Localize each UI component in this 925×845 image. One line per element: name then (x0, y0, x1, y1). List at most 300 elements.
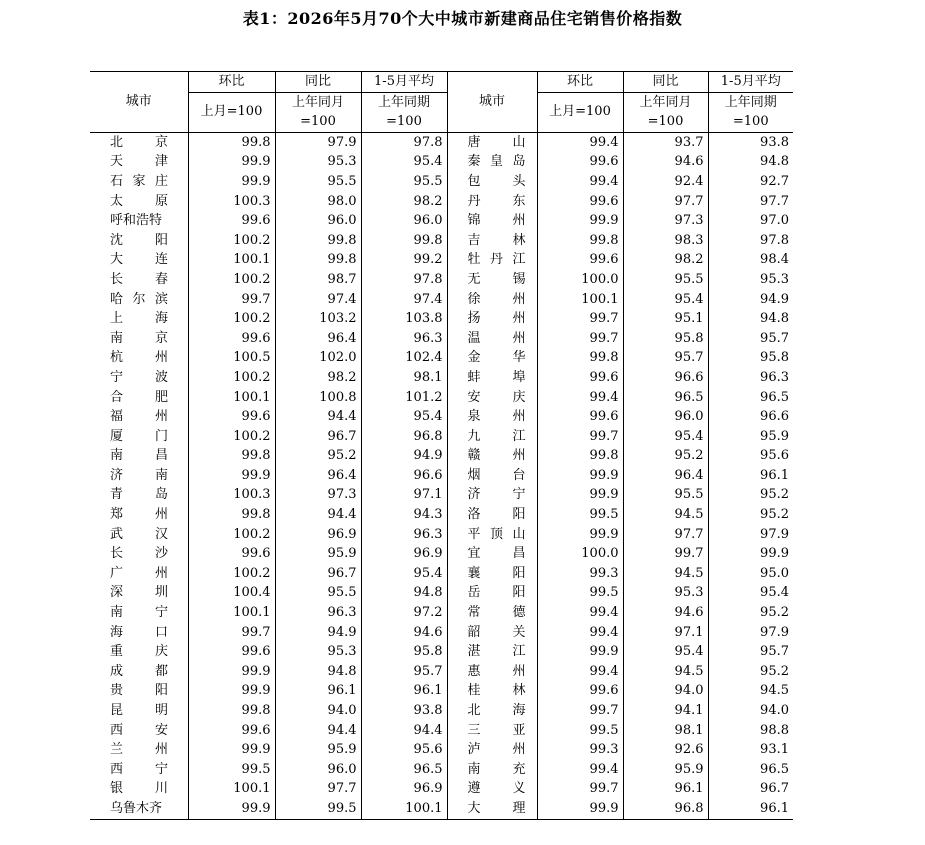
yoy-value-right: 96.1 (623, 779, 708, 799)
yoy-value-left: 103.2 (275, 309, 361, 329)
yoy-value-right: 97.7 (623, 192, 708, 212)
city-char: 州 (512, 409, 526, 425)
city-name-left (90, 309, 188, 329)
avg-value-right: 95.7 (708, 642, 793, 662)
city-char: 岛 (512, 154, 526, 170)
city-label (468, 446, 526, 466)
city-name-right (447, 329, 537, 349)
table-row (90, 721, 793, 741)
city-label (468, 407, 526, 427)
city-name-right (447, 368, 537, 388)
city-name-left (90, 231, 188, 251)
avg-value-left: 97.8 (361, 270, 447, 290)
price-index-table (90, 71, 793, 820)
avg-value-left: 95.7 (361, 662, 447, 682)
avg-value-left: 94.4 (361, 721, 447, 741)
header-city-right: 城市 (447, 72, 537, 133)
city-char: 锦 (467, 213, 481, 229)
city-label (468, 740, 526, 760)
yoy-value-left: 94.9 (275, 623, 361, 643)
mom-value-left: 100.2 (188, 309, 275, 329)
yoy-value-left: 97.3 (275, 485, 361, 505)
city-char: 州 (154, 409, 168, 425)
city-char: 庆 (512, 389, 526, 405)
city-label (110, 192, 168, 212)
city-char: 山 (512, 134, 526, 150)
city-label (468, 427, 526, 447)
yoy-value-right: 96.6 (623, 368, 708, 388)
table-row (90, 290, 793, 310)
city-char: 泸 (467, 742, 481, 758)
city-char: 庄 (154, 173, 168, 189)
avg-value-right: 95.3 (708, 270, 793, 290)
city-label (468, 525, 526, 545)
city-char: 海 (512, 703, 526, 718)
yoy-value-right: 95.4 (623, 290, 708, 310)
city-char: 滨 (154, 291, 168, 307)
city-char: 头 (512, 173, 526, 189)
city-label (468, 309, 526, 329)
city-name-left (90, 485, 188, 505)
city-name-left (90, 446, 188, 466)
mom-value-left: 100.1 (188, 250, 275, 270)
yoy-value-left: 96.1 (275, 681, 361, 701)
city-label (468, 701, 526, 721)
yoy-value-left: 96.7 (275, 564, 361, 584)
avg-value-left: 95.4 (361, 564, 447, 584)
header-yoy-base-line2: =100 (647, 114, 684, 130)
city-char: 上 (110, 311, 124, 327)
city-char: 津 (154, 154, 168, 170)
city-name-left (90, 740, 188, 760)
city-label (110, 701, 168, 721)
city-name-right (447, 152, 537, 172)
avg-value-left: 95.4 (361, 407, 447, 427)
city-char: 济 (110, 467, 124, 483)
city-char: 福 (110, 409, 124, 425)
city-char: 沈 (110, 232, 124, 248)
yoy-value-left: 95.3 (275, 642, 361, 662)
city-char: 州 (512, 291, 526, 307)
city-label (110, 544, 168, 564)
city-label (110, 583, 168, 603)
city-char: 华 (512, 350, 526, 366)
city-char: 郑 (110, 507, 124, 523)
header-yoy-right: 同比 (623, 72, 708, 93)
city-name-left (90, 172, 188, 192)
header-yoy-base-left (275, 92, 361, 132)
city-char: 埠 (512, 369, 526, 385)
city-char: 阳 (512, 565, 526, 581)
avg-value-left: 99.2 (361, 250, 447, 270)
city-char: 州 (512, 663, 526, 679)
mom-value-left: 99.8 (188, 132, 275, 152)
table-row (90, 485, 793, 505)
city-name-right (447, 250, 537, 270)
city-name-left (90, 152, 188, 172)
mom-value-right: 99.9 (537, 642, 623, 662)
mom-value-right: 99.7 (537, 329, 623, 349)
table-row (90, 799, 793, 819)
city-label (110, 662, 168, 682)
yoy-value-right: 96.4 (623, 466, 708, 486)
city-char: 西 (110, 761, 124, 777)
city-char: 南 (110, 330, 124, 346)
table-row (90, 132, 793, 152)
yoy-value-left: 95.3 (275, 152, 361, 172)
mom-value-right: 100.1 (537, 290, 623, 310)
city-label (110, 681, 168, 701)
city-name-right (447, 721, 537, 741)
mom-value-left: 100.2 (188, 231, 275, 251)
city-name-left (90, 329, 188, 349)
city-label (110, 564, 168, 584)
city-char: 重 (110, 644, 124, 660)
city-name-right (447, 583, 537, 603)
avg-value-left: 97.1 (361, 485, 447, 505)
yoy-value-right: 99.7 (623, 544, 708, 564)
yoy-value-right: 96.8 (623, 799, 708, 819)
header-mom-base-right: 上月=100 (537, 92, 623, 132)
avg-value-right: 94.8 (708, 152, 793, 172)
avg-value-right: 95.2 (708, 485, 793, 505)
mom-value-left: 99.8 (188, 701, 275, 721)
city-char: 江 (512, 428, 526, 444)
yoy-value-right: 95.2 (623, 446, 708, 466)
avg-value-left: 97.4 (361, 290, 447, 310)
table-body (90, 132, 793, 819)
city-label (468, 603, 526, 623)
city-char: 江 (512, 252, 526, 268)
city-char: 阳 (512, 507, 526, 523)
avg-value-left: 96.5 (361, 760, 447, 780)
header-avg-base-line1: 上年同期 (377, 94, 430, 110)
header-mom-base-left: 上月=100 (188, 92, 275, 132)
city-label (468, 368, 526, 388)
avg-value-right: 96.6 (708, 407, 793, 427)
city-char: 州 (154, 565, 168, 581)
city-label (110, 407, 168, 427)
yoy-value-left: 95.5 (275, 583, 361, 603)
city-char: 家 (132, 173, 146, 189)
city-char: 杭 (110, 350, 124, 366)
city-char: 东 (512, 193, 526, 209)
city-name-right (447, 427, 537, 447)
city-label (110, 348, 168, 368)
yoy-value-left: 102.0 (275, 348, 361, 368)
city-char: 烟 (467, 467, 481, 483)
city-name-right (447, 290, 537, 310)
city-label (468, 172, 526, 192)
avg-value-left: 97.2 (361, 603, 447, 623)
yoy-value-right: 96.5 (623, 388, 708, 408)
city-label (468, 505, 526, 525)
city-char: 阳 (154, 683, 168, 699)
avg-value-right: 94.9 (708, 290, 793, 310)
city-char: 口 (154, 624, 168, 640)
avg-value-left: 96.6 (361, 466, 447, 486)
table-row (90, 270, 793, 290)
avg-value-left: 101.2 (361, 388, 447, 408)
city-char: 金 (467, 350, 481, 366)
city-char: 大 (110, 252, 124, 268)
mom-value-left: 99.9 (188, 681, 275, 701)
avg-value-right: 97.8 (708, 231, 793, 251)
header-yoy-base-line1: 上年同月 (291, 94, 344, 110)
table-row (90, 250, 793, 270)
table-row (90, 192, 793, 212)
avg-value-right: 96.1 (708, 466, 793, 486)
mom-value-right: 99.6 (537, 368, 623, 388)
mom-value-left: 99.6 (188, 329, 275, 349)
city-char: 成 (110, 663, 124, 679)
mom-value-left: 99.8 (188, 505, 275, 525)
city-char: 天 (110, 154, 124, 170)
city-label (468, 623, 526, 643)
city-char: 台 (512, 467, 526, 483)
yoy-value-left: 96.0 (275, 211, 361, 231)
city-char: 湛 (467, 644, 481, 660)
city-char: 尔 (132, 291, 146, 307)
table-row (90, 740, 793, 760)
avg-value-right: 94.0 (708, 701, 793, 721)
city-label (110, 740, 168, 760)
yoy-value-left: 96.3 (275, 603, 361, 623)
mom-value-left: 100.1 (188, 388, 275, 408)
yoy-value-right: 95.5 (623, 270, 708, 290)
mom-value-right: 99.9 (537, 466, 623, 486)
city-char: 充 (512, 761, 526, 777)
avg-value-right: 99.9 (708, 544, 793, 564)
city-char: 广 (110, 565, 124, 581)
avg-value-right: 96.1 (708, 799, 793, 819)
city-char: 赣 (467, 448, 481, 464)
yoy-value-left: 97.7 (275, 779, 361, 799)
city-char: 济 (467, 487, 481, 503)
avg-value-right: 95.2 (708, 603, 793, 623)
city-char: 关 (512, 624, 526, 640)
avg-value-left: 96.3 (361, 525, 447, 545)
mom-value-left: 99.9 (188, 740, 275, 760)
yoy-value-right: 94.6 (623, 603, 708, 623)
table-row (90, 681, 793, 701)
mom-value-right: 99.6 (537, 152, 623, 172)
city-name-left (90, 525, 188, 545)
city-char: 合 (110, 389, 124, 405)
avg-value-left: 102.4 (361, 348, 447, 368)
city-name-right (447, 564, 537, 584)
city-label (468, 779, 526, 799)
city-name-right (447, 407, 537, 427)
mom-value-right: 99.5 (537, 583, 623, 603)
city-name-left (90, 642, 188, 662)
header-avg-base-line1: 上年同期 (724, 94, 777, 110)
city-char: 九 (467, 428, 481, 444)
yoy-value-right: 97.3 (623, 211, 708, 231)
mom-value-right: 100.0 (537, 544, 623, 564)
yoy-value-right: 94.1 (623, 701, 708, 721)
city-label (110, 152, 168, 172)
yoy-value-left: 95.9 (275, 544, 361, 564)
city-label (468, 133, 526, 153)
city-label (468, 642, 526, 662)
city-char: 汉 (154, 526, 168, 542)
table-row (90, 544, 793, 564)
city-name-left (90, 662, 188, 682)
city-char: 顶 (489, 526, 503, 542)
mom-value-right: 99.3 (537, 740, 623, 760)
city-char: 吉 (467, 232, 481, 248)
mom-value-right: 99.5 (537, 505, 623, 525)
table-row (90, 701, 793, 721)
city-char: 厦 (110, 428, 124, 444)
city-label (468, 152, 526, 172)
mom-value-left: 100.2 (188, 270, 275, 290)
mom-value-left: 100.1 (188, 779, 275, 799)
mom-value-left: 100.2 (188, 564, 275, 584)
avg-value-right: 97.0 (708, 211, 793, 231)
table-row (90, 172, 793, 192)
city-char: 都 (154, 663, 168, 679)
city-char: 西 (110, 722, 124, 738)
avg-value-right: 96.3 (708, 368, 793, 388)
mom-value-right: 99.3 (537, 564, 623, 584)
city-char: 太 (110, 193, 124, 209)
city-char: 武 (110, 526, 124, 542)
mom-value-right: 99.9 (537, 211, 623, 231)
city-name-right (447, 603, 537, 623)
city-name-right (447, 466, 537, 486)
mom-value-left: 99.9 (188, 172, 275, 192)
yoy-value-right: 94.5 (623, 564, 708, 584)
yoy-value-left: 97.4 (275, 290, 361, 310)
city-char: 京 (154, 330, 168, 346)
avg-value-left: 98.1 (361, 368, 447, 388)
city-char: 桂 (467, 683, 481, 699)
yoy-value-right: 92.4 (623, 172, 708, 192)
avg-value-right: 97.9 (708, 623, 793, 643)
city-label (110, 466, 168, 486)
yoy-value-right: 95.7 (623, 348, 708, 368)
table-row (90, 152, 793, 172)
city-label (468, 329, 526, 349)
avg-value-right: 98.4 (708, 250, 793, 270)
avg-value-left: 94.6 (361, 623, 447, 643)
mom-value-left: 100.3 (188, 192, 275, 212)
mom-value-right: 99.9 (537, 485, 623, 505)
yoy-value-right: 95.4 (623, 642, 708, 662)
yoy-value-left: 96.9 (275, 525, 361, 545)
mom-value-right: 99.4 (537, 172, 623, 192)
yoy-value-left: 95.5 (275, 172, 361, 192)
mom-value-right: 99.4 (537, 623, 623, 643)
avg-value-right: 96.5 (708, 388, 793, 408)
city-label (110, 760, 168, 780)
city-label (110, 721, 168, 741)
avg-value-right: 95.2 (708, 662, 793, 682)
yoy-value-left: 98.7 (275, 270, 361, 290)
header-mom-left: 环比 (188, 72, 275, 93)
city-label (110, 231, 168, 251)
city-char: 宁 (512, 487, 526, 503)
avg-value-left: 94.8 (361, 583, 447, 603)
city-char: 原 (154, 193, 168, 209)
city-label (468, 192, 526, 212)
city-name-right (447, 485, 537, 505)
city-char: 州 (154, 742, 168, 758)
header-row-2 (90, 92, 793, 132)
city-name-left (90, 505, 188, 525)
table-row (90, 329, 793, 349)
avg-value-right: 94.5 (708, 681, 793, 701)
city-char: 泉 (467, 409, 481, 425)
city-char: 义 (512, 781, 526, 797)
mom-value-left: 100.4 (188, 583, 275, 603)
city-char: 昌 (154, 448, 168, 464)
header-row-1 (90, 72, 793, 93)
city-label (110, 270, 168, 290)
mom-value-right: 99.8 (537, 231, 623, 251)
table-row (90, 623, 793, 643)
city-char: 扬 (467, 311, 481, 327)
city-char: 皇 (489, 154, 503, 170)
city-label: 乌鲁木齐 (110, 800, 163, 816)
city-char: 包 (467, 173, 481, 189)
table-row (90, 525, 793, 545)
mom-value-left: 99.6 (188, 642, 275, 662)
mom-value-left: 99.6 (188, 211, 275, 231)
mom-value-left: 100.2 (188, 368, 275, 388)
avg-value-right: 98.8 (708, 721, 793, 741)
city-label (468, 485, 526, 505)
mom-value-left: 99.6 (188, 407, 275, 427)
city-char: 德 (512, 605, 526, 621)
city-name-left (90, 583, 188, 603)
mom-value-right: 99.8 (537, 446, 623, 466)
city-char: 州 (512, 311, 526, 327)
city-label (110, 446, 168, 466)
city-char: 三 (467, 722, 481, 738)
mom-value-right: 99.7 (537, 701, 623, 721)
city-name-right (447, 740, 537, 760)
city-name-right (447, 525, 537, 545)
city-label (468, 211, 526, 231)
mom-value-right: 99.9 (537, 525, 623, 545)
city-name-right (447, 623, 537, 643)
city-name-right (447, 132, 537, 152)
city-name-left (90, 779, 188, 799)
city-label (110, 525, 168, 545)
city-label (110, 623, 168, 643)
mom-value-left: 99.8 (188, 446, 275, 466)
yoy-value-left: 99.8 (275, 231, 361, 251)
avg-value-left: 95.4 (361, 152, 447, 172)
city-char: 庆 (154, 644, 168, 660)
mom-value-left: 100.3 (188, 485, 275, 505)
city-char: 北 (110, 134, 124, 150)
city-char: 南 (110, 448, 124, 464)
city-name-left (90, 368, 188, 388)
city-label (110, 309, 168, 329)
city-label (468, 583, 526, 603)
city-char: 大 (467, 800, 481, 816)
avg-value-right: 95.9 (708, 427, 793, 447)
city-char: 惠 (467, 663, 481, 679)
avg-value-right: 97.7 (708, 192, 793, 212)
city-label (468, 466, 526, 486)
yoy-value-left: 99.5 (275, 799, 361, 819)
avg-value-right: 96.7 (708, 779, 793, 799)
